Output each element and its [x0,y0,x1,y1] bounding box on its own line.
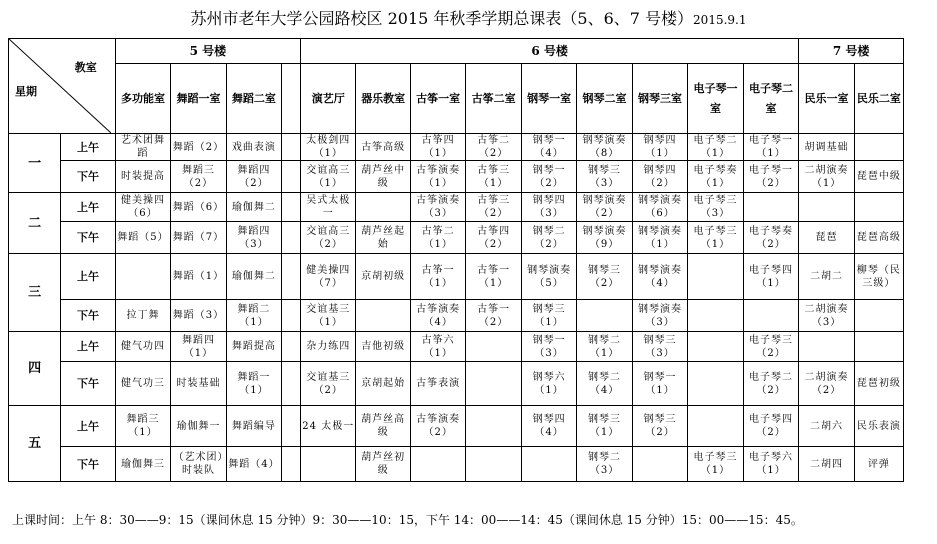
day-label: 三 [9,254,61,332]
course-cell: 古筝四（2） [466,222,521,254]
course-cell: 钢琴二（4） [577,362,632,406]
course-cell: 钢琴一（4） [521,134,576,161]
course-cell [688,254,743,300]
course-cell: 二胡演奏（2） [799,362,854,406]
course-cell: 二胡四 [799,447,854,482]
course-cell: 古筝演奏（4） [410,300,465,332]
course-cell [688,406,743,447]
course-cell: 古筝一（2） [466,300,521,332]
course-cell [282,406,301,447]
course-cell [688,300,743,332]
course-cell: 古筝演奏（2） [410,406,465,447]
course-cell: （艺术团）时装队 [171,447,226,482]
course-cell: 葫芦丝高级 [356,406,410,447]
course-cell: 舞蹈二（1） [226,300,281,332]
course-cell: 电子琴四（1） [743,254,799,300]
course-cell: 健气功三 [115,362,170,406]
day-label: 四 [9,332,61,406]
room-header [282,64,301,134]
course-cell [688,362,743,406]
course-cell: 钢琴三（2） [577,254,632,300]
course-cell [521,447,576,482]
course-cell: 舞蹈（2） [171,134,226,161]
room-header-row [9,64,904,134]
course-cell: 健美操四（7） [301,254,356,300]
course-cell: 京胡初级 [356,254,410,300]
course-cell: 交谊高三（2） [301,222,356,254]
course-cell [282,447,301,482]
course-cell: 24 太极一 [301,406,356,447]
half-day-label: 上午 [61,134,115,161]
page-title [0,6,937,29]
course-cell: 舞蹈三（2） [171,161,226,193]
course-cell [115,254,170,300]
course-cell: 二胡演奏（1） [799,161,854,193]
course-cell [799,193,854,222]
room-axis-label: 教室 [74,61,97,74]
course-cell: 吉他初级 [356,332,410,362]
course-cell: 舞蹈（5） [115,222,170,254]
course-cell [466,406,521,447]
building-header-row [9,39,904,64]
course-cell: 二胡二 [799,254,854,300]
room-header: 钢琴三室 [632,64,687,134]
room-header: 钢琴二室 [577,64,632,134]
course-cell: 钢琴四（1） [632,134,687,161]
course-cell: 钢琴四（2） [632,161,687,193]
schedule-header [9,39,904,134]
course-cell: 舞蹈四（2） [226,161,281,193]
day-label: 一 [9,134,61,193]
course-cell: 钢琴一（3） [521,332,576,362]
room-header: 舞蹈一室 [171,64,226,134]
schedule-row [9,161,904,193]
half-day-label: 上午 [61,332,115,362]
course-cell [356,193,410,222]
course-cell: 柳琴（民三级） [854,254,903,300]
course-cell: 古筝一（1） [410,254,465,300]
schedule-row [9,300,904,332]
room-header: 舞蹈二室 [226,64,281,134]
room-header: 多功能室 [115,64,170,134]
class-time-note: 上课时间：上午 8：30——9：15（课间休息 15 分钟）9：30——10：15，下午 14：00——14：45（课间休息 15 分钟）15：00——15：45。 [12,513,803,527]
course-cell [743,193,799,222]
course-cell: 电子琴三（1） [688,222,743,254]
half-day-label: 下午 [61,447,115,482]
course-cell: 二胡演奏（3） [799,300,854,332]
course-cell: 交谊基三（1） [301,300,356,332]
course-cell [282,332,301,362]
half-day-label: 上午 [61,254,115,300]
course-cell: 舞蹈编导 [226,406,281,447]
schedule-table [8,38,904,482]
course-cell: 钢琴六（1） [521,362,576,406]
course-cell: 钢琴三（2） [632,406,687,447]
room-header: 民乐二室 [854,64,903,134]
course-cell: 太极剑四（1） [301,134,356,161]
course-cell: 电子琴二（1） [688,134,743,161]
course-cell: 电子琴一（2） [743,161,799,193]
schedule-body [9,134,904,482]
course-cell: 舞蹈一（1） [226,362,281,406]
course-cell: 琵琶 [799,222,854,254]
course-cell: 钢琴演奏（6） [632,193,687,222]
course-cell: 舞蹈（4） [226,447,281,482]
course-cell [356,300,410,332]
room-header: 古筝二室 [466,64,521,134]
course-cell [282,362,301,406]
course-cell: 古筝四（1） [410,134,465,161]
course-cell: 琵琶中级 [854,161,903,193]
course-cell: 古筝二（1） [410,222,465,254]
course-cell: 交谊高三（1） [301,161,356,193]
corner-cell [9,39,116,134]
course-cell: 二胡六 [799,406,854,447]
course-cell: 电子琴三（2） [743,332,799,362]
course-cell: 舞蹈三（1） [115,406,170,447]
course-cell: 钢琴演奏（3） [632,300,687,332]
course-cell: 钢琴四（3） [521,193,576,222]
course-cell: 电子琴二（2） [743,362,799,406]
course-cell: 瑜伽舞三 [115,447,170,482]
course-cell: 舞蹈（6） [171,193,226,222]
day-label: 五 [9,406,61,482]
course-cell: 葫芦丝初级 [356,447,410,482]
course-cell: 古筝高级 [356,134,410,161]
day-axis-label: 星期 [15,85,37,98]
course-cell: 舞蹈提高 [226,332,281,362]
course-cell: 电子琴奏（1） [688,161,743,193]
course-cell: 葫芦丝起始 [356,222,410,254]
course-cell: 评弹 [854,447,903,482]
course-cell [799,332,854,362]
course-cell: 电子琴一（1） [743,134,799,161]
title-text: 苏州市老年大学公园路校区 2015 年秋季学期总课表（5、6、7 号楼） [190,9,694,28]
course-cell: 时装基础 [171,362,226,406]
half-day-label: 下午 [61,161,115,193]
course-cell: 古筝表演 [410,362,465,406]
room-header: 古筝一室 [410,64,465,134]
course-cell: 京胡起始 [356,362,410,406]
half-day-label: 上午 [61,193,115,222]
schedule-row [9,332,904,362]
course-cell: 古筝三（2） [466,193,521,222]
room-header: 电子琴二室 [743,64,799,134]
day-label: 二 [9,193,61,254]
course-cell: 交谊基三（2） [301,362,356,406]
course-cell: 钢琴二（2） [521,222,576,254]
course-cell: 瑜伽舞一 [171,406,226,447]
course-cell: 钢琴演奏（2） [577,193,632,222]
course-cell: 健美操四（6） [115,193,170,222]
course-cell: 钢琴一（1） [632,362,687,406]
course-cell: 健气功四 [115,332,170,362]
room-header: 演艺厅 [301,64,356,134]
course-cell: 舞蹈四（3） [226,222,281,254]
room-header: 民乐一室 [799,64,854,134]
schedule-row [9,254,904,300]
course-cell [282,161,301,193]
course-cell [466,447,521,482]
half-day-label: 上午 [61,406,115,447]
course-cell: 钢琴演奏（9） [577,222,632,254]
half-day-label: 下午 [61,300,115,332]
schedule-row [9,406,904,447]
course-cell: 琵琶高级 [854,222,903,254]
room-header: 钢琴一室 [521,64,576,134]
course-cell [466,362,521,406]
course-cell [688,332,743,362]
course-cell: 钢琴演奏（1） [632,222,687,254]
schedule-row [9,447,904,482]
course-cell: 电子琴奏（2） [743,222,799,254]
course-cell [854,193,903,222]
course-cell: 钢琴三（1） [521,300,576,332]
course-cell: 钢琴四（4） [521,406,576,447]
course-cell: 电子琴四（2） [743,406,799,447]
course-cell: 胡调基础 [799,134,854,161]
course-cell [282,193,301,222]
course-cell: 瑜伽舞二 [226,193,281,222]
course-cell: 电子琴六（1） [743,447,799,482]
schedule-row [9,362,904,406]
course-cell: 艺术团舞蹈 [115,134,170,161]
course-cell: 钢琴三（3） [577,161,632,193]
schedule-row [9,193,904,222]
course-cell [854,134,903,161]
course-cell: 钢琴三（3） [632,332,687,362]
course-cell: 钢琴二（1） [577,332,632,362]
course-cell: 钢琴演奏（8） [577,134,632,161]
course-cell [282,222,301,254]
course-cell: 时装提高 [115,161,170,193]
course-cell: 舞蹈四（1） [171,332,226,362]
schedule-wrapper [8,38,904,482]
course-cell [854,332,903,362]
course-cell: 杂力练四 [301,332,356,362]
course-cell: 古筝演奏（3） [410,193,465,222]
course-cell: 戏曲表演 [226,134,281,161]
schedule-row [9,134,904,161]
course-cell [282,254,301,300]
building-header: 6 号楼 [301,39,799,64]
course-cell: 古筝三（1） [466,161,521,193]
course-cell [632,447,687,482]
room-header: 器乐教室 [356,64,410,134]
building-header: 7 号楼 [799,39,904,64]
course-cell: 古筝一（1） [466,254,521,300]
building-header: 5 号楼 [115,39,300,64]
course-cell: 瑜伽舞二 [226,254,281,300]
course-cell: 古筝演奏（1） [410,161,465,193]
course-cell [301,447,356,482]
half-day-label: 下午 [61,362,115,406]
course-cell: 舞蹈（1） [171,254,226,300]
course-cell [743,300,799,332]
schedule-row [9,222,904,254]
course-cell [577,300,632,332]
course-cell: 电子琴三（1） [688,447,743,482]
course-cell [466,332,521,362]
course-cell: 钢琴二（3） [577,447,632,482]
course-cell: 舞蹈（7） [171,222,226,254]
course-cell: 钢琴演奏（4） [632,254,687,300]
half-day-label: 下午 [61,222,115,254]
course-cell: 民乐表演 [854,406,903,447]
course-cell: 古筝六（1） [410,332,465,362]
course-cell: 琵琶初级 [854,362,903,406]
course-cell [410,447,465,482]
course-cell [282,300,301,332]
course-cell [282,134,301,161]
course-cell: 钢琴一（2） [521,161,576,193]
title-date: 2015.9.1 [693,13,747,27]
course-cell [854,300,903,332]
course-cell: 钢琴演奏（5） [521,254,576,300]
course-cell: 拉丁舞 [115,300,170,332]
course-cell: 古筝二（2） [466,134,521,161]
course-cell: 舞蹈（3） [171,300,226,332]
room-header: 电子琴一室 [688,64,743,134]
course-cell: 吴式太极一 [301,193,356,222]
course-cell: 电子琴三（3） [688,193,743,222]
course-cell: 钢琴三（1） [577,406,632,447]
course-cell: 葫芦丝中级 [356,161,410,193]
